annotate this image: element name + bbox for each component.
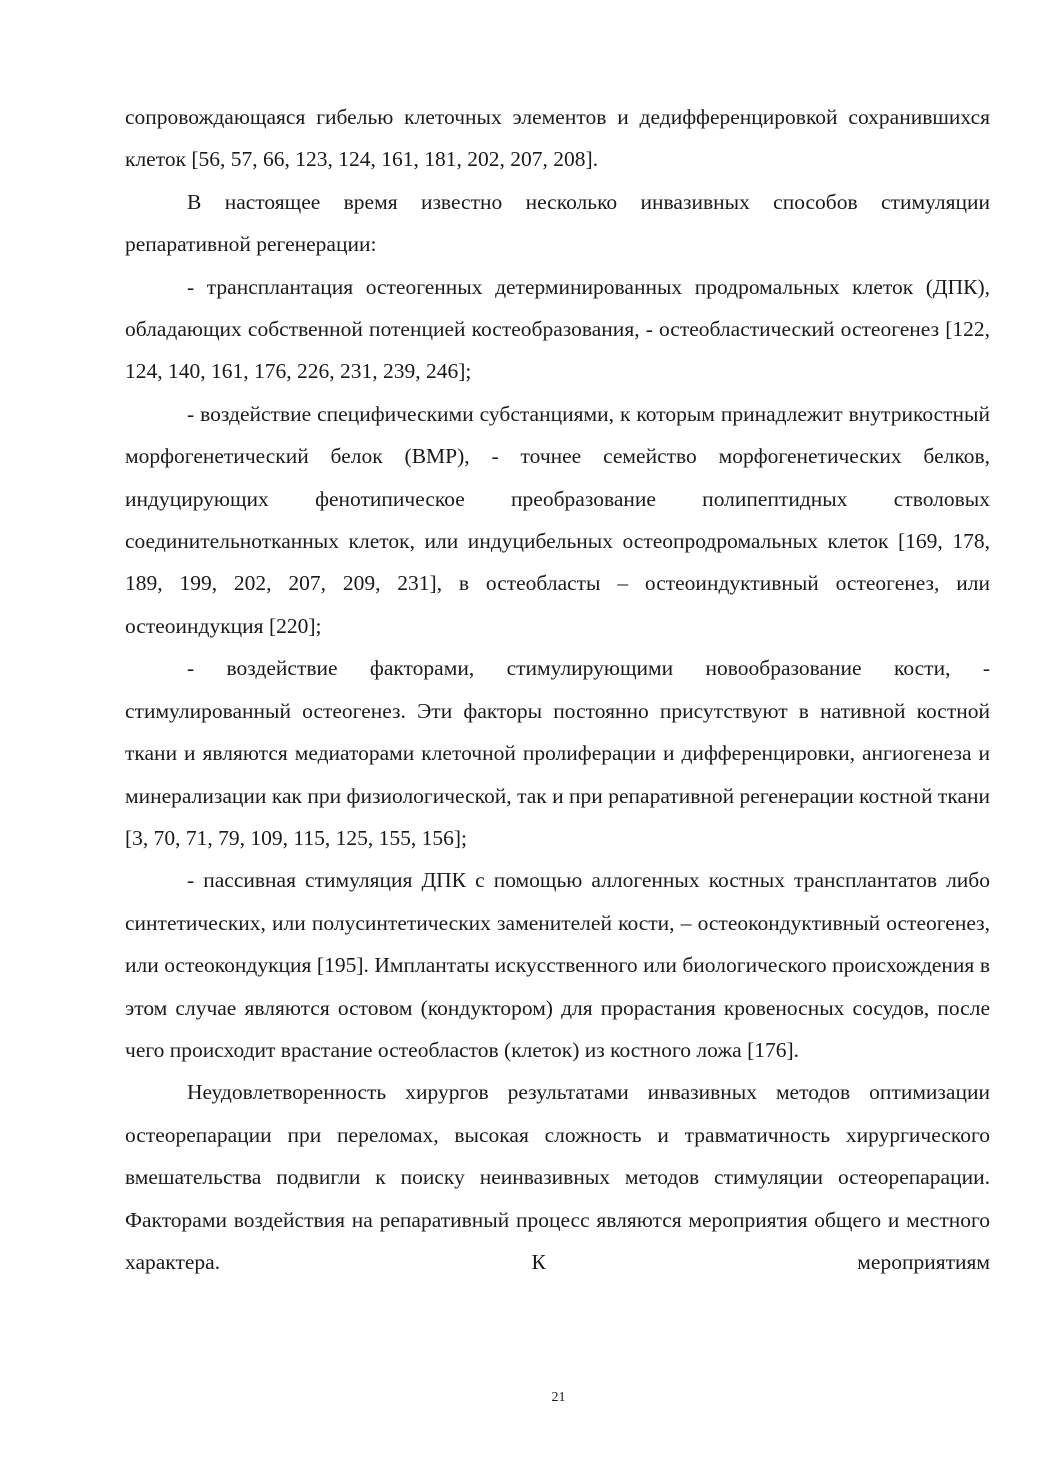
- paragraph-stimulated-osteogenesis: - воздействие факторами, стимулирующими новообразование кости, - стимулированный остеогенез. Эти факторы постоянно присутствуют в нативной костной ткани и являются медиаторами клеточной пролиферации и дифференцировки, ангиогенеза и минерализации как при физиологической, так и при репаративной регенерации костной ткани [3, 70, 71, 79, 109, 115, 125, 155, 156];: [125, 656, 990, 850]
- paragraph-invasive-methods-intro: В настоящее время известно несколько инвазивных способов стимуляции репаративной регенерации:: [125, 189, 990, 257]
- page-number: 21: [551, 1390, 566, 1405]
- body-text: [125, 96, 990, 1283]
- paragraph-continuation: сопровождающаяся гибелью клеточных элементов и дедифференцировкой сохранившихся клеток [56, 57, 66, 123, 124, 161, 181, 202, 207, 208].: [125, 105, 990, 172]
- paragraph-noninvasive-methods: Неудовлетворенность хирургов результатами инвазивных методов оптимизации остеорепарации при переломах, высокая сложность и травматичность хирургического вмешательства подвигли к поиску неинвазивных методов стимуляции остеорепарации. Факторами воздействия на репаративный процесс являются мероприятия общего и местного характера. К мероприятиям: [125, 1080, 990, 1274]
- paragraph-bmp-osteoinduction: - воздействие специфическими субстанциями, к которым принадлежит внутрикостный морфогенетический белок (BMP), - точнее семейство морфогенетических белков, индуцирующих фенотипическое преобразование полипептидных стволовых соединительнотканных клеток, или индуцибельных остеопродромальных клеток [169, 178, 189, 199, 202, 207, 209, 231], в остеобласты – остеоиндуктивный остеогенез, или остеоиндукция [220];: [125, 401, 990, 638]
- paragraph-osteoconduction: - пассивная стимуляция ДПК с помощью аллогенных костных трансплантатов либо синтетических, или полусинтетических заменителей кости, – остеокондуктивный остеогенез, или остеокондукция [195]. Имплантаты искусственного или биологического происхождения в этом случае являются остовом (кондуктором) для прорастания кровеносных сосудов, после чего происходит врастание остеобластов (клеток) из костного ложа [176].: [125, 868, 990, 1062]
- paragraph-transplantation: - трансплантация остеогенных детерминированных продромальных клеток (ДПК), обладающих собственной потенцией костеобразования, - остеобластический остеогенез [122, 124, 140, 161, 176, 226, 231, 239, 246];: [125, 274, 990, 384]
